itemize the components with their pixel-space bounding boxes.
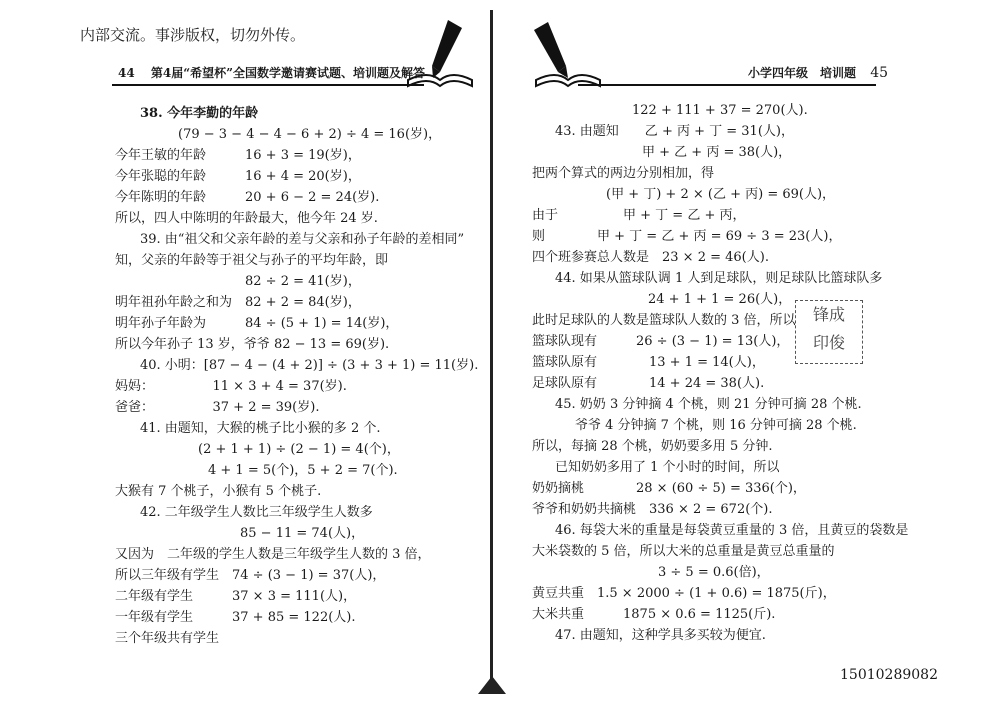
text-line: 今年陈明的年龄 20 + 6 − 2 = 24(岁).	[115, 190, 380, 205]
right-page-number: 45	[870, 65, 889, 81]
text-line: 大米袋数的 5 倍，所以大米的总重量是黄豆总重量的	[532, 544, 835, 559]
text-line: 122 + 111 + 37 = 270(人).	[632, 103, 808, 118]
left-page-title: 第4届“希望杯”全国数学邀请赛试题、培训题及解答	[150, 66, 426, 80]
text-line: 甲 + 乙 + 丙 = 38(人)，	[642, 145, 792, 160]
text-line: 由于 甲 + 丁 = 乙 + 丙，	[532, 208, 746, 223]
text-line: 38. 今年李勤的年龄	[140, 106, 259, 121]
text-line: 47. 由题知，这种学具多买较为便宜.	[555, 628, 766, 643]
text-line: (2 + 1 + 1) ÷ (2 − 1) = 4(个)，	[198, 442, 400, 457]
text-line: 四个班参赛总人数是 23 × 2 = 46(人).	[532, 250, 769, 265]
text-line: 知，父亲的年龄等于祖父与孙子的平均年龄，即	[115, 253, 389, 268]
text-line: 三个年级共有学生	[115, 631, 220, 646]
text-line: 把两个算式的两边分别相加，得	[532, 166, 715, 181]
text-line: 41. 由题知，大猴的桃子比小猴的多 2 个.	[140, 421, 381, 436]
text-line: 爸爸： 37 + 2 = 39(岁).	[115, 400, 320, 415]
text-line: 黄豆共重 1.5 × 2000 ÷ (1 + 0.6) = 1875(斤)，	[532, 586, 836, 601]
text-line: 大米共重 1875 × 0.6 = 1125(斤).	[532, 607, 776, 622]
text-line: 大猴有 7 个桃子，小猴有 5 个桃子.	[115, 484, 322, 499]
text-line: (79 − 3 − 4 − 4 − 6 + 2) ÷ 4 = 16(岁)，	[178, 127, 442, 142]
text-line: 所以三年级有学生 74 ÷ (3 − 1) = 37(人)，	[115, 568, 386, 583]
seal-line: 印俊	[812, 333, 845, 352]
text-line: 爷爷 4 分钟摘 7 个桃，则 16 分钟可摘 28 个桃.	[575, 418, 857, 433]
text-line: 明年祖孙年龄之和为 82 + 2 = 84(岁)，	[115, 295, 361, 310]
text-line: 所以，四人中陈明的年龄最大，他今年 24 岁.	[115, 211, 378, 226]
text-line: 爷爷和奶奶共摘桃 336 × 2 = 672(个).	[532, 502, 773, 517]
text-line: 篮球队原有 13 + 1 = 14(人)，	[532, 355, 765, 370]
pen-book-icon-right	[528, 14, 608, 92]
left-header-rule	[112, 84, 424, 86]
text-line: 奶奶摘桃 28 × (60 ÷ 5) = 336(个)，	[532, 481, 806, 496]
text-line: 42. 二年级学生人数比三年级学生人数多	[140, 505, 373, 520]
seal-line: 锋成	[812, 305, 845, 324]
left-page-number: 44	[118, 66, 135, 80]
text-line: 40. 小明：[87 − 4 − (4 + 2)] ÷ (3 + 3 + 1) = 11(岁).	[140, 358, 479, 373]
watermark-text: 内部交流。事涉版权，切勿外传。	[80, 26, 306, 44]
text-line: 82 ÷ 2 = 41(岁)，	[245, 274, 361, 289]
text-line: 妈妈： 11 × 3 + 4 = 37(岁).	[115, 379, 347, 394]
text-line: 所以，每摘 28 个桃，奶奶要多用 5 分钟.	[532, 439, 773, 454]
text-line: 又因为 二年级的学生人数是三年级学生人数的 3 倍，	[115, 547, 431, 562]
left-page-header	[118, 64, 425, 81]
text-line: 3 ÷ 5 = 0.6(倍)，	[658, 565, 770, 580]
phone-number: 15010289082	[840, 667, 938, 683]
text-line: 44. 如果从篮球队调 1 人到足球队，则足球队比篮球队多	[555, 271, 883, 286]
text-line: 45. 奶奶 3 分钟摘 4 个桃，则 21 分钟可摘 28 个桃.	[555, 397, 862, 412]
text-line: 4 + 1 = 5(个)，5 + 2 = 7(个).	[208, 463, 398, 478]
seal-stamp	[795, 300, 863, 364]
right-page-header	[748, 64, 888, 81]
text-line: 此时足球队的人数是篮球队人数的 3 倍，所以	[532, 313, 796, 328]
right-header-rule	[578, 84, 876, 86]
text-line: 则 甲 + 丁 = 乙 + 丙 = 69 ÷ 3 = 23(人)，	[532, 229, 842, 244]
text-line: 所以今年孙子 13 岁，爷爷 82 − 13 = 69(岁).	[115, 337, 390, 352]
text-line: 篮球队现有 26 ÷ (3 − 1) = 13(人)，	[532, 334, 790, 349]
text-line: (甲 + 丁) + 2 × (乙 + 丙) = 69(人)，	[606, 187, 836, 202]
text-line: 今年张聪的年龄 16 + 4 = 20(岁)，	[115, 169, 361, 184]
text-line: 39. 由“祖父和父亲年龄的差与父亲和孙子年龄的差相同”	[140, 232, 465, 247]
book-spine-base	[478, 676, 506, 694]
text-line: 今年王敏的年龄 16 + 3 = 19(岁)，	[115, 148, 361, 163]
text-line: 二年级有学生 37 × 3 = 111(人)，	[115, 589, 357, 604]
text-line: 一年级有学生 37 + 85 = 122(人).	[115, 610, 356, 625]
text-line: 85 − 11 = 74(人)，	[240, 526, 365, 541]
text-line: 已知奶奶多用了 1 个小时的时间，所以	[555, 460, 780, 475]
text-line: 43. 由题知 乙 + 丙 + 丁 = 31(人)，	[555, 124, 794, 139]
text-line: 24 + 1 + 1 = 26(人)，	[648, 292, 792, 307]
text-line: 明年孙子年龄为 84 ÷ (5 + 1) = 14(岁)，	[115, 316, 399, 331]
pen-book-icon	[400, 14, 480, 92]
book-spine	[490, 10, 493, 690]
text-line: 46. 每袋大米的重量是每袋黄豆重量的 3 倍，且黄豆的袋数是	[555, 523, 909, 538]
right-page-title: 小学四年级 培训题	[748, 66, 857, 80]
text-line: 足球队原有 14 + 24 = 38(人).	[532, 376, 765, 391]
